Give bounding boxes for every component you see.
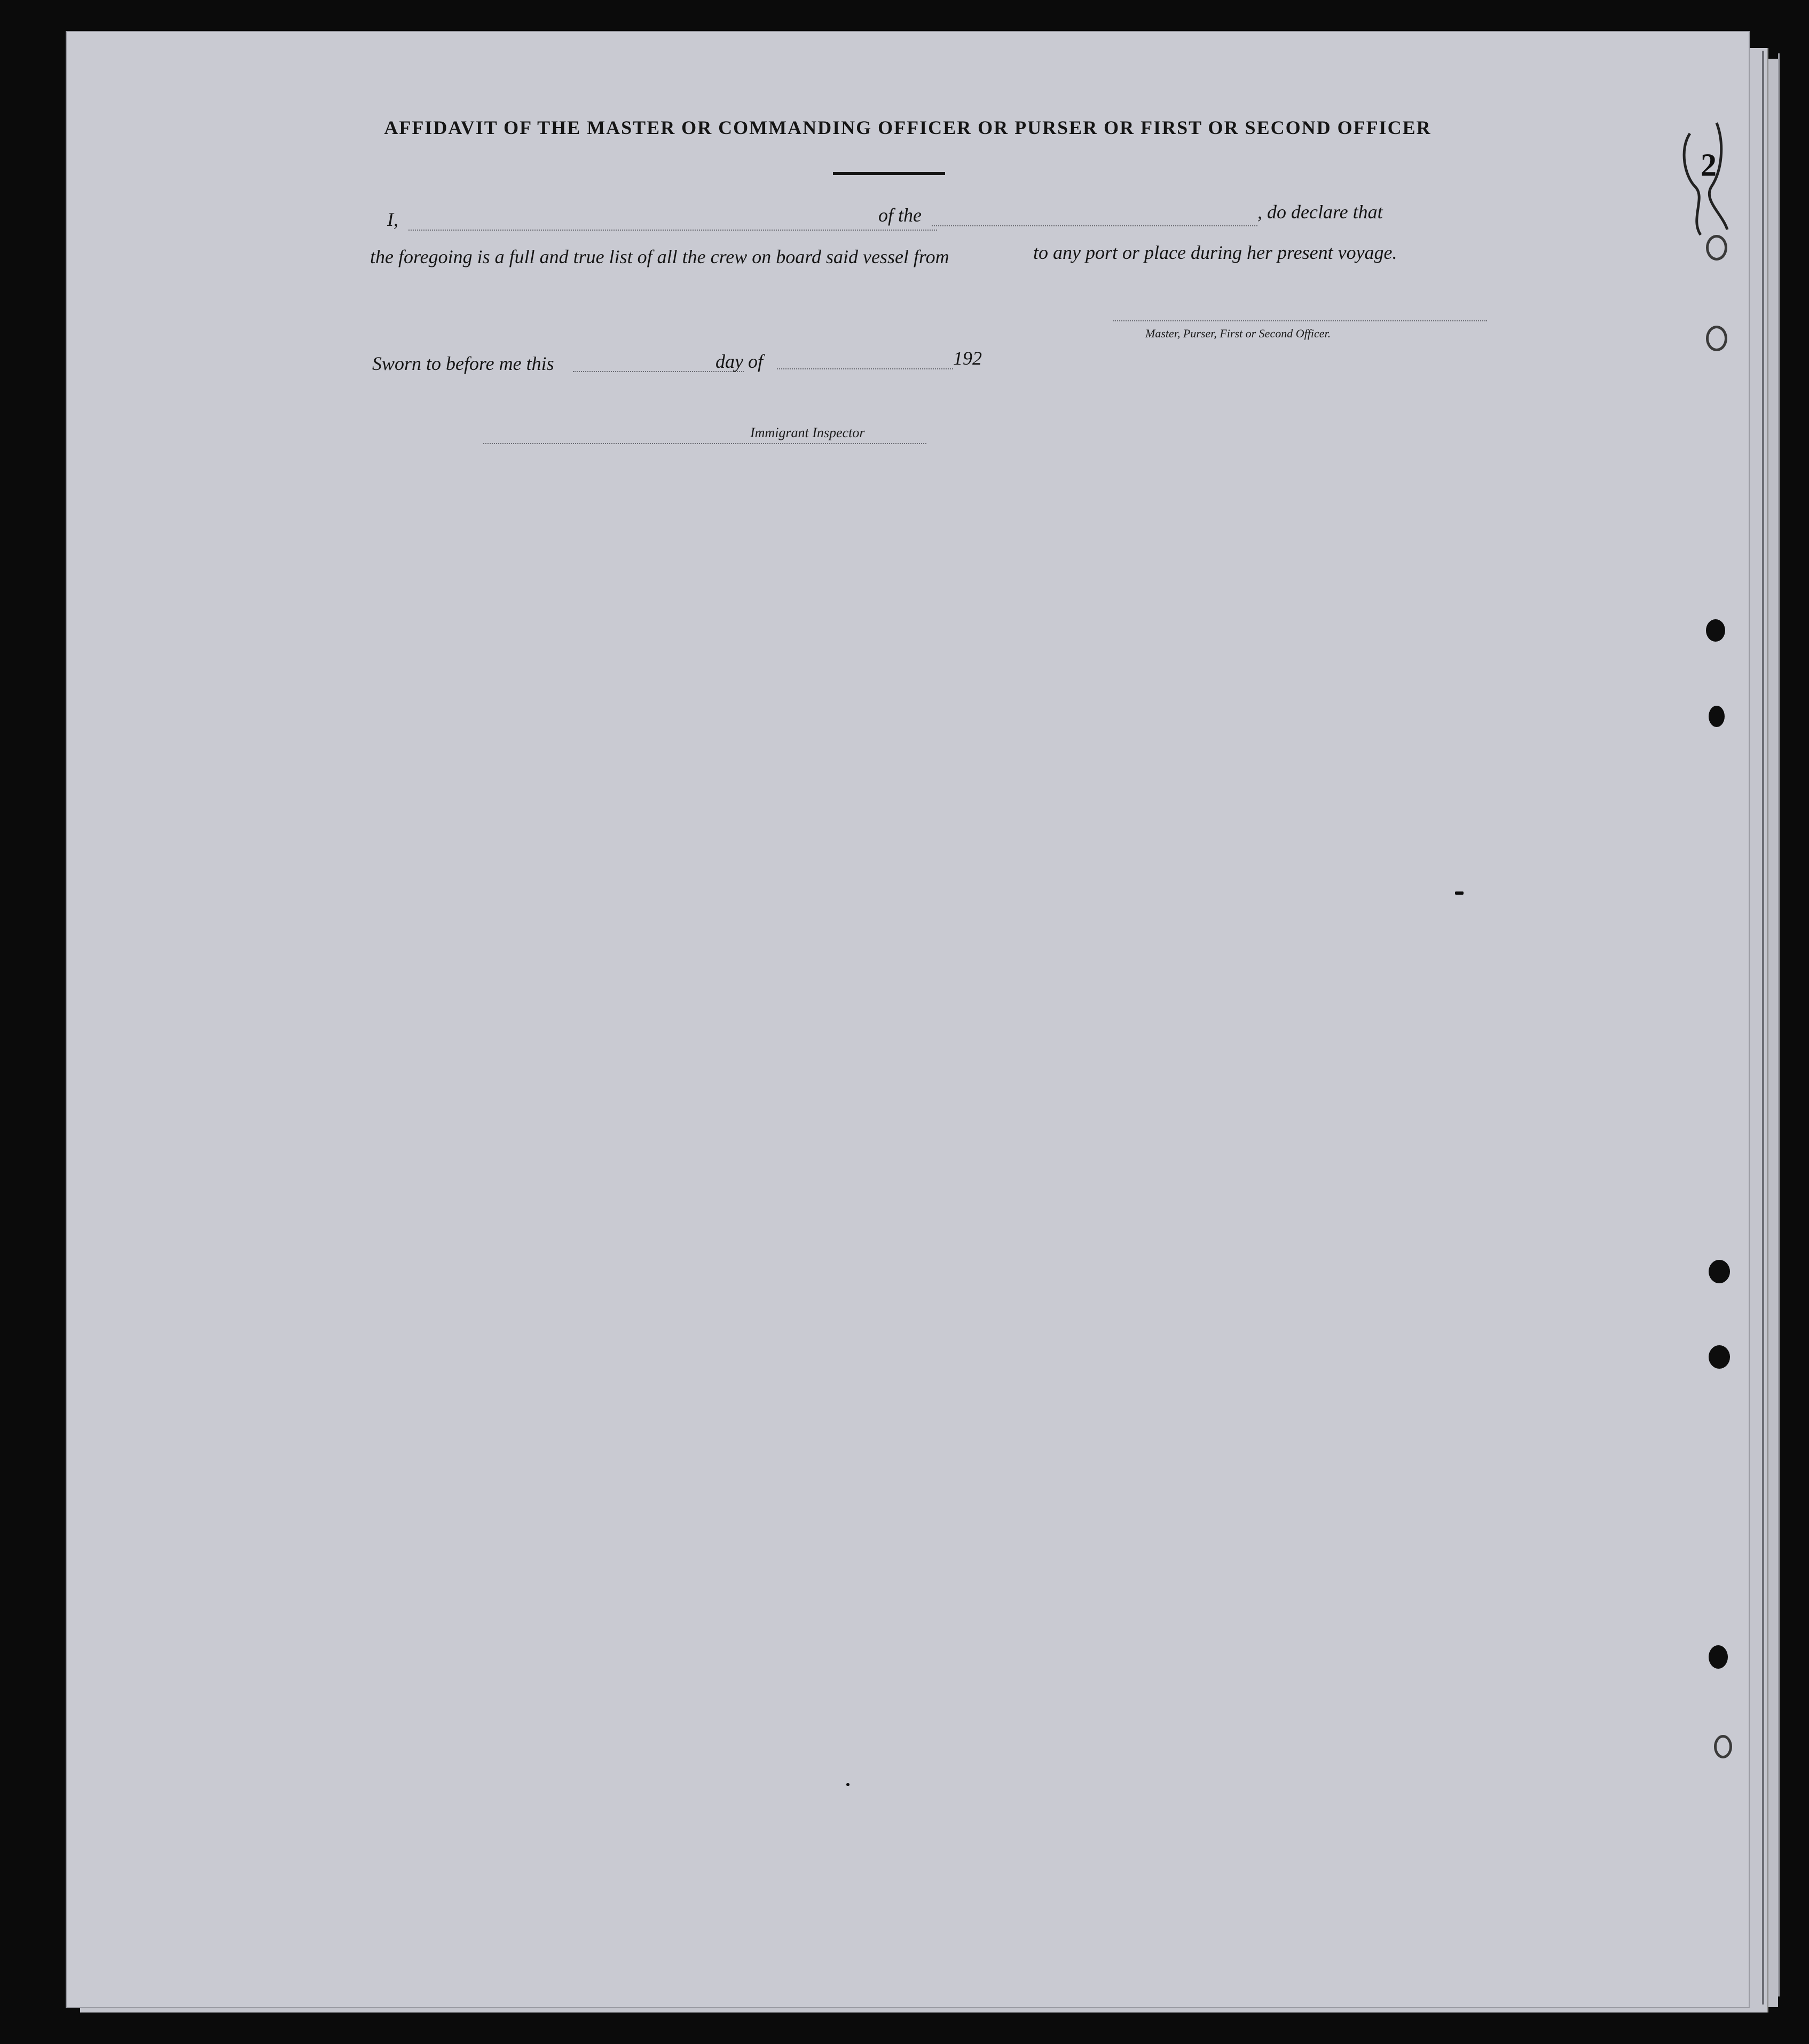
punch-hole-icon <box>1709 1260 1730 1283</box>
punch-hole-icon <box>1706 326 1727 351</box>
punch-hole-icon <box>1709 1645 1728 1669</box>
punch-hole-icon <box>1706 619 1725 642</box>
signature-caption: Master, Purser, First or Second Officer. <box>1145 327 1331 340</box>
punch-hole-icon <box>1709 706 1725 727</box>
do-declare-label: , do declare that <box>1257 201 1383 223</box>
stray-mark-icon <box>846 1783 850 1786</box>
stray-mark-icon <box>1455 891 1464 895</box>
sworn-label: Sworn to before me this <box>372 353 554 374</box>
officer-signature-field[interactable] <box>1113 320 1487 321</box>
document-title: AFFIDAVIT OF THE MASTER OR COMMANDING OFFICER OR PURSER OR FIRST OR SECOND OFFICER <box>384 117 1432 138</box>
declarant-name-field[interactable] <box>408 230 937 231</box>
inspector-caption: Immigrant Inspector <box>750 425 865 440</box>
day-of-label: day of <box>715 351 763 372</box>
document-page <box>67 32 1749 2007</box>
page-number: 2 <box>1701 147 1717 183</box>
declaration-text: the foregoing is a full and true list of all the crew on board said vessel from <box>370 246 949 267</box>
punch-hole-icon <box>1714 1735 1732 1758</box>
punch-hole-icon <box>1706 235 1727 261</box>
page-edge <box>1778 53 1780 1996</box>
sworn-month-field[interactable] <box>777 368 953 369</box>
inspector-signature-field[interactable] <box>483 443 926 444</box>
page-edge <box>1762 51 1764 2004</box>
handwritten-mark <box>1674 112 1738 251</box>
of-the-label: of the <box>878 204 922 226</box>
punch-hole-icon <box>1709 1345 1730 1369</box>
declaration-text-end: to any port or place during her present voyage. <box>1033 242 1397 263</box>
ghost-row <box>270 480 1711 502</box>
declarant-label: I, <box>387 209 398 230</box>
year-label: 192 <box>953 348 982 369</box>
vessel-name-field[interactable] <box>932 225 1257 226</box>
title-underline <box>833 172 945 175</box>
